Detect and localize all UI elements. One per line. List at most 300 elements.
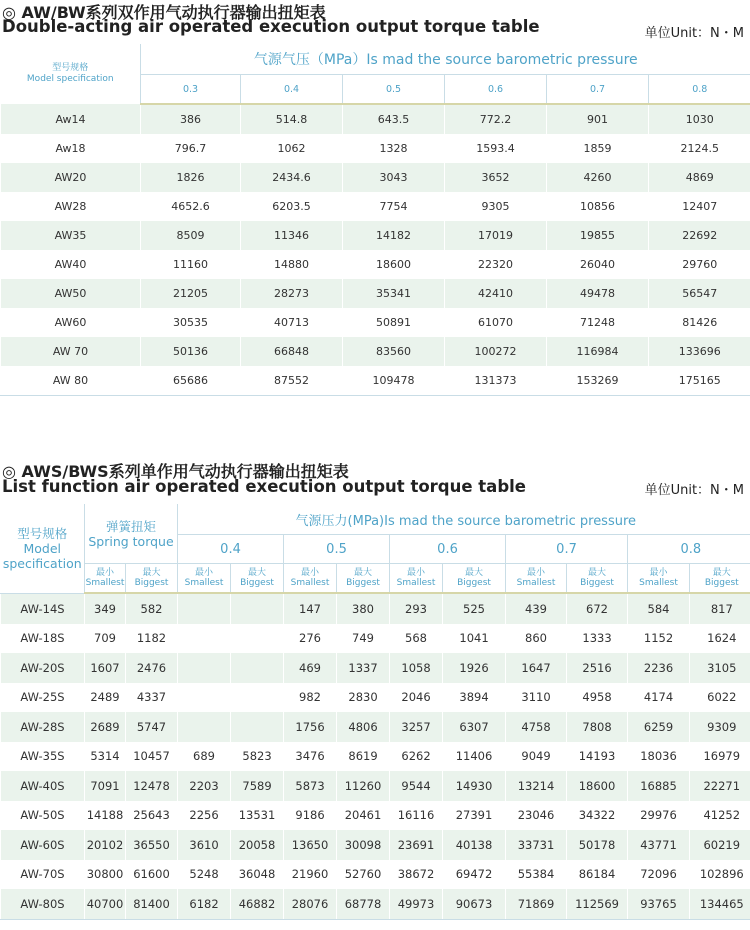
torque-cell: 93765 <box>628 889 690 919</box>
torque-cell: 4337 <box>126 683 178 713</box>
torque-cell: 16885 <box>628 771 690 801</box>
smallest-biggest-row <box>1 564 750 594</box>
pressure-col-header: 0.8 <box>649 75 750 105</box>
model-cell: AW-50S <box>1 801 85 831</box>
torque-cell: 1756 <box>284 712 337 742</box>
smallest-header-cn: 最小 <box>407 568 426 578</box>
biggest-header-cn: 最大 <box>248 568 267 578</box>
torque-cell: 2476 <box>126 653 178 683</box>
torque-cell: 4260 <box>547 163 649 192</box>
torque-cell: 11346 <box>241 221 343 250</box>
torque-cell: 1030 <box>649 104 750 134</box>
torque-cell: 5248 <box>178 860 231 890</box>
model-spec-header-en1: Model <box>23 540 62 556</box>
biggest-header <box>567 564 628 594</box>
torque-cell: 582 <box>126 593 178 624</box>
biggest-header-cn: 最大 <box>142 568 161 578</box>
torque-cell: 11260 <box>337 771 390 801</box>
torque-cell: 102896 <box>690 860 750 890</box>
torque-cell: 20102 <box>85 830 126 860</box>
torque-cell: 2203 <box>178 771 231 801</box>
torque-cell: 7808 <box>567 712 628 742</box>
torque-cell: 514.8 <box>241 104 343 134</box>
model-cell: AW28 <box>1 192 141 221</box>
model-spec-header-cn: 型号规格 <box>17 525 68 541</box>
model-cell: AW35 <box>1 221 141 250</box>
torque-cell: 293 <box>390 593 443 624</box>
torque-cell: 568 <box>390 624 443 654</box>
torque-cell: 1859 <box>547 134 649 163</box>
torque-cell: 6262 <box>390 742 443 772</box>
torque-cell: 71869 <box>506 889 567 919</box>
torque-cell: 36048 <box>231 860 284 890</box>
spring-torque-header-en: Spring torque <box>88 533 174 549</box>
biggest-header-en: Biggest <box>580 578 614 588</box>
torque-cell: 4869 <box>649 163 750 192</box>
torque-cell: 22320 <box>445 250 547 279</box>
torque-cell: 6182 <box>178 889 231 919</box>
table-row <box>1 134 750 163</box>
torque-cell: 469 <box>284 653 337 683</box>
torque-cell: 109478 <box>343 366 445 396</box>
torque-cell: 8509 <box>141 221 241 250</box>
torque-cell: 1182 <box>126 624 178 654</box>
torque-cell: 20461 <box>337 801 390 831</box>
section1-unit: 单位Unit：N・M <box>644 26 744 41</box>
smallest-header <box>178 564 231 594</box>
torque-cell: 672 <box>567 593 628 624</box>
torque-cell: 6307 <box>443 712 506 742</box>
torque-cell: 2434.6 <box>241 163 343 192</box>
torque-cell: 9049 <box>506 742 567 772</box>
torque-cell: 525 <box>443 593 506 624</box>
smallest-header <box>85 564 126 594</box>
torque-cell: 8619 <box>337 742 390 772</box>
torque-cell: 25643 <box>126 801 178 831</box>
model-cell: AW-28S <box>1 712 85 742</box>
table-row <box>1 308 750 337</box>
torque-cell: 3476 <box>284 742 337 772</box>
torque-cell: 46882 <box>231 889 284 919</box>
model-cell: AW-14S <box>1 593 85 624</box>
torque-cell: 65686 <box>141 366 241 396</box>
torque-cell: 81426 <box>649 308 750 337</box>
torque-cell: 18036 <box>628 742 690 772</box>
smallest-header-cn: 最小 <box>301 568 320 578</box>
table-row <box>1 593 750 624</box>
torque-cell: 4806 <box>337 712 390 742</box>
torque-cell: 147 <box>284 593 337 624</box>
smallest-header-cn: 最小 <box>95 568 114 578</box>
torque-cell: 3105 <box>690 653 750 683</box>
table-row <box>1 653 750 683</box>
torque-cell: 5873 <box>284 771 337 801</box>
torque-cell: 30098 <box>337 830 390 860</box>
torque-cell: 11160 <box>141 250 241 279</box>
biggest-header <box>231 564 284 594</box>
torque-cell: 17019 <box>445 221 547 250</box>
torque-cell: 43771 <box>628 830 690 860</box>
model-cell: AW-60S <box>1 830 85 860</box>
torque-cell: 10457 <box>126 742 178 772</box>
torque-cell: 100272 <box>445 337 547 366</box>
single-acting-torque-table <box>0 504 750 920</box>
torque-cell: 22692 <box>649 221 750 250</box>
model-cell: Aw14 <box>1 104 141 134</box>
table-row <box>1 279 750 308</box>
pressure-col-header: 0.8 <box>628 535 750 564</box>
torque-cell: 55384 <box>506 860 567 890</box>
pressure-col-header: 0.7 <box>506 535 628 564</box>
torque-cell: 38672 <box>390 860 443 890</box>
torque-cell: 5747 <box>126 712 178 742</box>
model-spec-header <box>1 504 85 593</box>
biggest-header-en: Biggest <box>704 578 739 588</box>
torque-cell: 584 <box>628 593 690 624</box>
torque-cell: 2236 <box>628 653 690 683</box>
torque-cell: 276 <box>284 624 337 654</box>
torque-cell: 1333 <box>567 624 628 654</box>
torque-cell: 49973 <box>390 889 443 919</box>
biggest-header-cn: 最大 <box>354 568 373 578</box>
torque-cell: 21205 <box>141 279 241 308</box>
model-spec-header <box>1 44 141 104</box>
pressure-col-header: 0.5 <box>284 535 390 564</box>
model-cell: AW50 <box>1 279 141 308</box>
torque-cell: 14188 <box>85 801 126 831</box>
table-row <box>1 683 750 713</box>
torque-cell: 901 <box>547 104 649 134</box>
pressure-col-header: 0.4 <box>178 535 284 564</box>
torque-cell: 23046 <box>506 801 567 831</box>
biggest-header <box>690 564 750 594</box>
table-row <box>1 192 750 221</box>
model-spec-header-en: Model specification <box>26 74 114 84</box>
torque-cell: 817 <box>690 593 750 624</box>
smallest-header-en: Smallest <box>184 578 224 588</box>
torque-cell: 20058 <box>231 830 284 860</box>
model-cell: AW40 <box>1 250 141 279</box>
smallest-header-en: Smallest <box>290 578 330 588</box>
torque-cell: 860 <box>506 624 567 654</box>
smallest-header-cn: 最小 <box>649 568 668 578</box>
torque-cell: 12478 <box>126 771 178 801</box>
torque-cell: 4174 <box>628 683 690 713</box>
model-cell: AW-18S <box>1 624 85 654</box>
torque-cell: 14880 <box>241 250 343 279</box>
torque-cell: 50136 <box>141 337 241 366</box>
torque-cell: 4652.6 <box>141 192 241 221</box>
torque-cell: 41252 <box>690 801 750 831</box>
model-cell: AW 80 <box>1 366 141 396</box>
torque-cell: 3610 <box>178 830 231 860</box>
torque-cell: 386 <box>141 104 241 134</box>
section1-title-en: Double-acting air operated execution output torque table <box>2 17 540 36</box>
torque-cell: 9305 <box>445 192 547 221</box>
model-cell: AW-25S <box>1 683 85 713</box>
torque-cell: 689 <box>178 742 231 772</box>
torque-cell: 56547 <box>649 279 750 308</box>
torque-cell: 61600 <box>126 860 178 890</box>
torque-cell: 29760 <box>649 250 750 279</box>
torque-cell: 131373 <box>445 366 547 396</box>
torque-cell: 1337 <box>337 653 390 683</box>
torque-cell: 16116 <box>390 801 443 831</box>
pressure-header: 气源压力(MPa)Is mad the source barometric pressure <box>178 504 750 535</box>
torque-cell: 1328 <box>343 134 445 163</box>
model-cell: AW-35S <box>1 742 85 772</box>
smallest-header <box>628 564 690 594</box>
torque-cell: 21960 <box>284 860 337 890</box>
table-row <box>1 221 750 250</box>
torque-cell: 42410 <box>445 279 547 308</box>
model-cell: AW 70 <box>1 337 141 366</box>
torque-cell: 60219 <box>690 830 750 860</box>
model-cell: AW-40S <box>1 771 85 801</box>
table-row <box>1 712 750 742</box>
torque-cell: 28273 <box>241 279 343 308</box>
torque-cell: 61070 <box>445 308 547 337</box>
torque-cell: 116984 <box>547 337 649 366</box>
smallest-header-en: Smallest <box>516 578 556 588</box>
table-row <box>1 830 750 860</box>
table-row <box>1 889 750 919</box>
torque-cell: 7589 <box>231 771 284 801</box>
model-cell: AW-20S <box>1 653 85 683</box>
torque-cell <box>178 593 231 624</box>
torque-cell: 50178 <box>567 830 628 860</box>
smallest-header-cn: 最小 <box>527 568 546 578</box>
smallest-header <box>506 564 567 594</box>
smallest-header <box>390 564 443 594</box>
torque-cell: 14930 <box>443 771 506 801</box>
torque-cell: 10856 <box>547 192 649 221</box>
torque-cell: 30535 <box>141 308 241 337</box>
torque-cell: 13531 <box>231 801 284 831</box>
torque-cell: 7754 <box>343 192 445 221</box>
pressure-col-header: 0.3 <box>141 75 241 105</box>
torque-cell: 68778 <box>337 889 390 919</box>
single-acting-table-body <box>1 593 750 919</box>
torque-cell: 3110 <box>506 683 567 713</box>
pressure-col-header: 0.7 <box>547 75 649 105</box>
pressure-col-header: 0.4 <box>241 75 343 105</box>
table-row <box>1 366 750 396</box>
torque-cell: 4758 <box>506 712 567 742</box>
table-row <box>1 337 750 366</box>
model-cell: AW-80S <box>1 889 85 919</box>
torque-cell: 3652 <box>445 163 547 192</box>
torque-cell: 2689 <box>85 712 126 742</box>
spring-torque-header-cn: 弹簧扭矩 <box>106 518 157 534</box>
section1-title-cn: ◎ AW/BW系列双作用气动执行器输出扭矩表 <box>2 3 326 22</box>
torque-cell: 3257 <box>390 712 443 742</box>
double-acting-torque-table <box>0 44 750 396</box>
torque-cell: 29976 <box>628 801 690 831</box>
torque-cell: 2830 <box>337 683 390 713</box>
smallest-header-en: Smallest <box>85 578 125 588</box>
torque-cell: 7091 <box>85 771 126 801</box>
torque-cell: 13650 <box>284 830 337 860</box>
torque-cell <box>231 683 284 713</box>
torque-cell: 49478 <box>547 279 649 308</box>
torque-cell: 30800 <box>85 860 126 890</box>
torque-cell: 643.5 <box>343 104 445 134</box>
table-row <box>1 771 750 801</box>
torque-cell: 69472 <box>443 860 506 890</box>
torque-cell: 81400 <box>126 889 178 919</box>
torque-cell: 9544 <box>390 771 443 801</box>
torque-cell: 134465 <box>690 889 750 919</box>
torque-cell: 1062 <box>241 134 343 163</box>
torque-cell: 1926 <box>443 653 506 683</box>
table-row <box>1 104 750 134</box>
section2-title-en: List function air operated execution output torque table <box>2 477 526 496</box>
torque-cell: 2256 <box>178 801 231 831</box>
torque-cell: 349 <box>85 593 126 624</box>
smallest-header-en: Smallest <box>396 578 436 588</box>
model-cell: Aw18 <box>1 134 141 163</box>
torque-cell: 9309 <box>690 712 750 742</box>
model-cell: AW-70S <box>1 860 85 890</box>
torque-cell: 6259 <box>628 712 690 742</box>
smallest-header <box>284 564 337 594</box>
table-row <box>1 801 750 831</box>
biggest-header-en: Biggest <box>346 578 380 588</box>
torque-cell: 27391 <box>443 801 506 831</box>
torque-cell <box>231 712 284 742</box>
torque-cell: 175165 <box>649 366 750 396</box>
pressure-col-header: 0.6 <box>390 535 506 564</box>
torque-cell <box>178 683 231 713</box>
torque-cell: 112569 <box>567 889 628 919</box>
torque-cell: 982 <box>284 683 337 713</box>
table-row <box>1 163 750 192</box>
torque-cell: 35341 <box>343 279 445 308</box>
torque-cell: 52760 <box>337 860 390 890</box>
torque-cell: 50891 <box>343 308 445 337</box>
model-cell: AW20 <box>1 163 141 192</box>
torque-cell: 71248 <box>547 308 649 337</box>
torque-cell <box>231 593 284 624</box>
torque-cell: 33731 <box>506 830 567 860</box>
smallest-header-cn: 最小 <box>195 568 214 578</box>
torque-cell <box>231 624 284 654</box>
torque-cell: 72096 <box>628 860 690 890</box>
torque-cell: 5314 <box>85 742 126 772</box>
torque-cell: 772.2 <box>445 104 547 134</box>
torque-cell: 133696 <box>649 337 750 366</box>
biggest-header-cn: 最大 <box>465 568 484 578</box>
torque-cell: 1058 <box>390 653 443 683</box>
torque-cell: 1041 <box>443 624 506 654</box>
torque-cell: 34322 <box>567 801 628 831</box>
torque-cell: 18600 <box>343 250 445 279</box>
biggest-header <box>443 564 506 594</box>
torque-cell: 3894 <box>443 683 506 713</box>
table-row <box>1 624 750 654</box>
torque-cell: 22271 <box>690 771 750 801</box>
pressure-header: 气源气压（MPa）Is mad the source barometric pressure <box>141 44 750 75</box>
torque-cell: 12407 <box>649 192 750 221</box>
torque-cell: 40138 <box>443 830 506 860</box>
torque-cell: 26040 <box>547 250 649 279</box>
torque-cell <box>231 653 284 683</box>
torque-cell: 2516 <box>567 653 628 683</box>
torque-cell: 5823 <box>231 742 284 772</box>
biggest-header <box>126 564 178 594</box>
torque-cell: 40700 <box>85 889 126 919</box>
pressure-col-header: 0.6 <box>445 75 547 105</box>
torque-cell: 23691 <box>390 830 443 860</box>
model-spec-header-en2: specification <box>2 555 82 571</box>
torque-cell: 36550 <box>126 830 178 860</box>
torque-cell: 4958 <box>567 683 628 713</box>
torque-cell <box>178 624 231 654</box>
torque-cell: 2046 <box>390 683 443 713</box>
torque-cell <box>178 712 231 742</box>
biggest-header <box>337 564 390 594</box>
torque-cell: 3043 <box>343 163 445 192</box>
torque-cell: 13214 <box>506 771 567 801</box>
torque-cell: 18600 <box>567 771 628 801</box>
table-row <box>1 742 750 772</box>
torque-cell: 40713 <box>241 308 343 337</box>
pressure-col-header: 0.5 <box>343 75 445 105</box>
torque-cell: 153269 <box>547 366 649 396</box>
torque-cell: 87552 <box>241 366 343 396</box>
torque-cell: 709 <box>85 624 126 654</box>
torque-cell: 1607 <box>85 653 126 683</box>
torque-cell: 1826 <box>141 163 241 192</box>
torque-cell: 11406 <box>443 742 506 772</box>
torque-cell: 9186 <box>284 801 337 831</box>
table-row <box>1 860 750 890</box>
section2-title-cn: ◎ AWS/BWS系列单作用气动执行器输出扭矩表 <box>2 462 349 481</box>
section2-unit: 单位Unit：N・M <box>644 483 744 498</box>
biggest-header-cn: 最大 <box>712 568 731 578</box>
biggest-header-cn: 最大 <box>588 568 607 578</box>
torque-cell: 14182 <box>343 221 445 250</box>
torque-cell: 439 <box>506 593 567 624</box>
biggest-header-en: Biggest <box>457 578 491 588</box>
torque-cell: 19855 <box>547 221 649 250</box>
torque-cell: 83560 <box>343 337 445 366</box>
torque-cell: 6203.5 <box>241 192 343 221</box>
torque-cell: 16979 <box>690 742 750 772</box>
biggest-header-en: Biggest <box>240 578 274 588</box>
torque-cell: 1624 <box>690 624 750 654</box>
model-spec-header-cn: 型号规格 <box>52 63 89 73</box>
torque-cell: 1152 <box>628 624 690 654</box>
model-cell: AW60 <box>1 308 141 337</box>
torque-cell: 6022 <box>690 683 750 713</box>
torque-cell: 1593.4 <box>445 134 547 163</box>
torque-cell: 90673 <box>443 889 506 919</box>
torque-cell: 66848 <box>241 337 343 366</box>
table-row <box>1 250 750 279</box>
torque-cell: 796.7 <box>141 134 241 163</box>
spring-torque-header <box>85 504 178 564</box>
torque-cell: 14193 <box>567 742 628 772</box>
torque-cell: 749 <box>337 624 390 654</box>
torque-cell: 1647 <box>506 653 567 683</box>
torque-cell: 28076 <box>284 889 337 919</box>
torque-cell: 2124.5 <box>649 134 750 163</box>
torque-cell: 86184 <box>567 860 628 890</box>
smallest-header-en: Smallest <box>639 578 678 588</box>
torque-cell: 380 <box>337 593 390 624</box>
